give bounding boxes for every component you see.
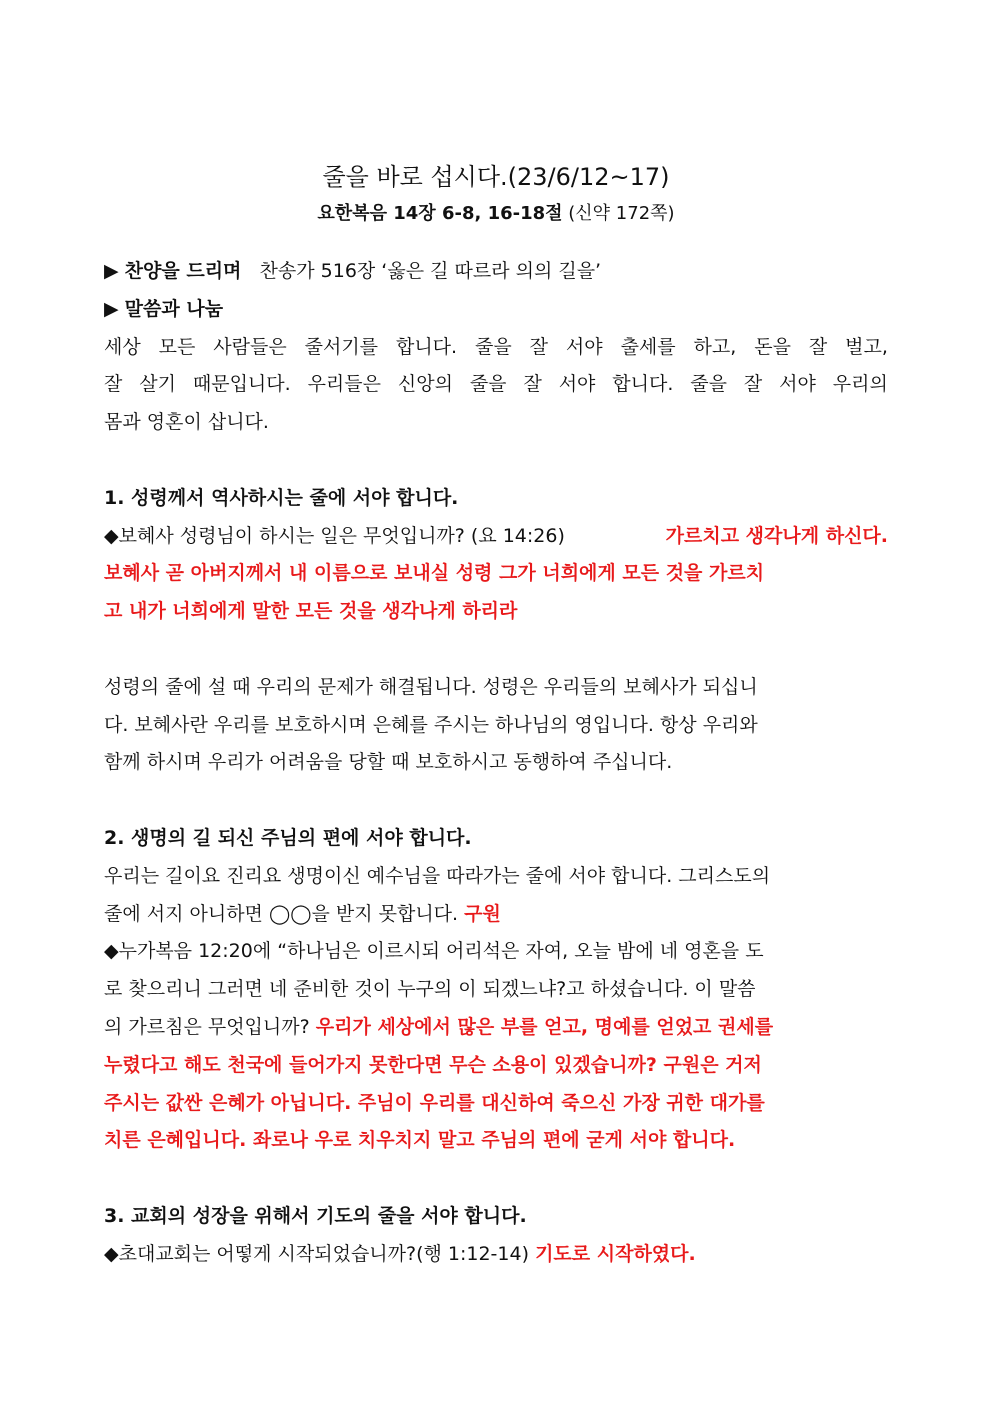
section2-blank-sentence: 줄에 서지 아니하면 ◯◯을 받지 못합니다. (104, 902, 459, 925)
section2-question-end: 의 가르침은 무엇입니까? (104, 1015, 310, 1038)
arrow-icon: ▶ (104, 297, 119, 320)
sharing-line (104, 291, 888, 329)
section3-question-line (104, 1236, 888, 1274)
section1-verse-line: 고 내가 너희에게 말한 모든 것을 생각나게 하리라 (104, 600, 518, 623)
section2-answer-line: 치른 은혜입니다. 좌로나 우로 치우치지 말고 주님의 편에 굳게 서야 합니다. (104, 1129, 736, 1152)
section2-question-line: 로 찾으리니 그러면 네 준비한 것이 누구의 이 되겠느냐?고 하셨습니다. 이 말씀 (104, 978, 756, 1001)
section2-line (104, 896, 888, 934)
section1-heading: 1. 성령께서 역사하시는 줄에 서야 합니다. (104, 486, 459, 509)
praise-line (104, 253, 888, 291)
section3-question: ◆초대교회는 어떻게 시작되었습니까?(행 1:12-14) (104, 1242, 530, 1265)
section1-para-line: 성령의 줄에 설 때 우리의 문제가 해결됩니다. 성령은 우리들의 보혜사가 되십니 (104, 675, 758, 698)
intro-line: 잘 살기 때문입니다. 우리들은 신앙의 줄을 잘 서야 합니다. 줄을 잘 서야 우리의 (104, 373, 888, 396)
section2-blank-answer: 구원 (464, 902, 501, 925)
arrow-icon: ▶ (104, 260, 119, 282)
section2-line: 우리는 길이요 진리요 생명이신 예수님을 따라가는 줄에 서야 합니다. 그리스도의 (104, 864, 771, 887)
page-title: 줄을 바로 섭시다.(23/6/12~17) (322, 163, 670, 191)
section2-heading: 2. 생명의 길 되신 주님의 편에 서야 합니다. (104, 826, 472, 849)
intro-line: 몸과 영혼이 삽니다. (104, 411, 269, 434)
section2-question-line: ◆누가복음 12:20에 “하나님은 이르시되 어리석은 자여, 오늘 밤에 네 영혼을 도 (104, 940, 764, 963)
page-reference: (신약 172쪽) (568, 203, 675, 224)
section1-para-line: 함께 하시며 우리가 어려움을 당할 때 보호하시고 동행하여 주십니다. (104, 751, 673, 774)
section2-question-line (104, 1009, 888, 1047)
intro-line: 세상 모든 사람들은 줄서기를 합니다. 줄을 잘 서야 출세를 하고, 돈을 잘 벌고, (104, 335, 888, 358)
section1-question-line (104, 518, 888, 556)
scripture-passage: 요한복음 14장 6-8, 16-18절 (317, 203, 563, 224)
hymn-text: 찬송가 516장 ‘옳은 길 따르라 의의 길을’ (259, 260, 602, 282)
section3-heading: 3. 교회의 성장을 위해서 기도의 줄을 서야 합니다. (104, 1204, 527, 1227)
praise-label: 찬양을 드리며 (124, 260, 242, 282)
sharing-label: 말씀과 나눔 (124, 297, 224, 320)
section2-answer-line: 누렸다고 해도 천국에 들어가지 못한다면 무슨 소용이 있겠습니까? 구원은 거저 (104, 1053, 762, 1076)
section2-answer-start: 우리가 세상에서 많은 부를 얻고, 명예를 얻었고 권세를 (315, 1015, 774, 1038)
section1-answer: 가르치고 생각나게 하신다. (665, 524, 888, 547)
document-body (104, 253, 888, 1274)
section2-answer-line: 주시는 값싼 은혜가 아닙니다. 주님이 우리를 대신하여 죽으신 가장 귀한 대가를 (104, 1091, 765, 1114)
section3-answer: 기도로 시작하였다. (535, 1242, 696, 1265)
section1-para-line: 다. 보혜사란 우리를 보호하시며 은혜를 주시는 하나님의 영입니다. 항상 우리와 (104, 713, 758, 736)
section1-verse-line: 보혜사 곧 아버지께서 내 이름으로 보내실 성령 그가 너희에게 모든 것을 가르치 (104, 562, 765, 585)
section1-question: ◆보혜사 성령님이 하시는 일은 무엇입니까? (요 14:26) (104, 524, 565, 547)
scripture-reference (0, 200, 992, 228)
